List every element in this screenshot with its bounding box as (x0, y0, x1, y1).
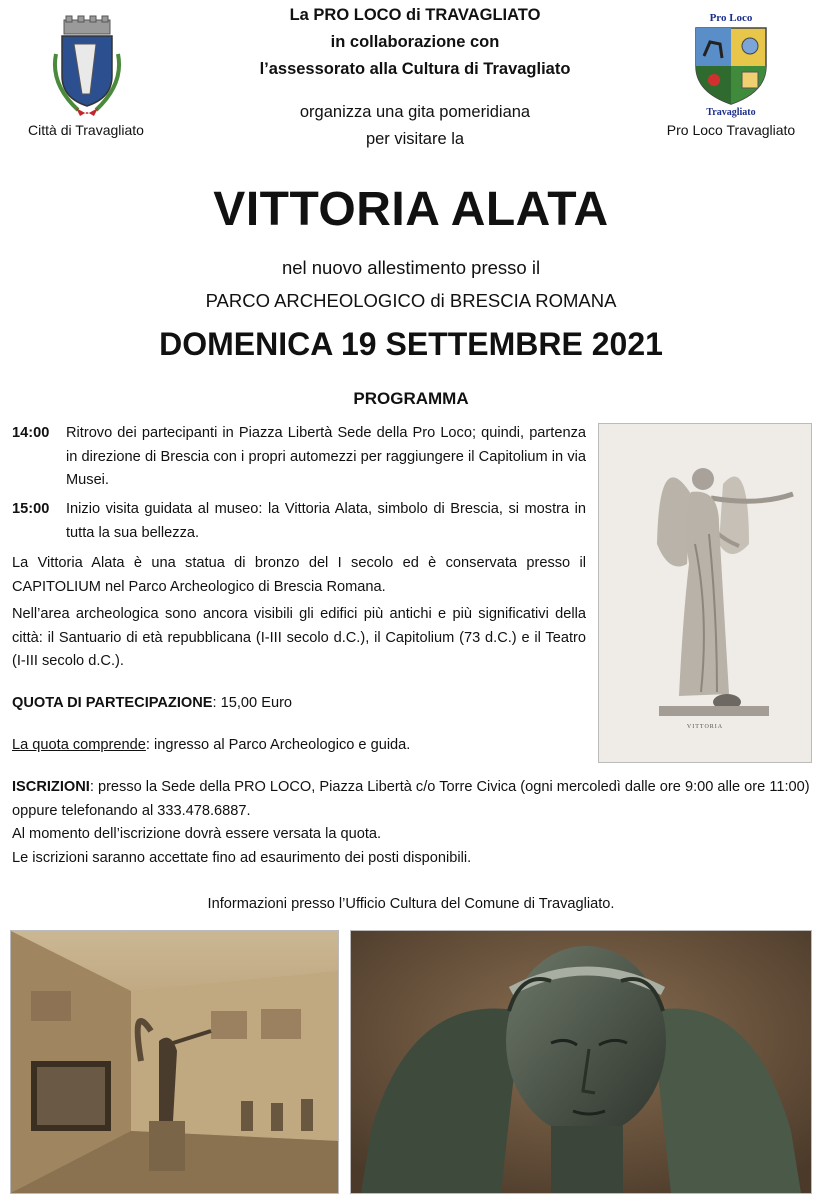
header-line-1: La PRO LOCO di TRAVAGLIATO (289, 6, 541, 24)
iscrizioni-line-2: oppure telefonando al 333.478.6887. (12, 802, 251, 819)
statue-engraving (598, 423, 812, 763)
programma-time: 15:00 (12, 501, 50, 517)
quota-value: : 15,00 Euro (212, 695, 293, 711)
engraving-caption: VITTORIA (686, 724, 724, 730)
iscrizioni-label: ISCRIZIONI (12, 779, 90, 795)
iscrizioni-block (12, 776, 812, 870)
programma-item (12, 422, 586, 493)
quota-comprende-label: La quota comprende (12, 737, 146, 753)
pro-loco-logo-subtitle: Travagliato (706, 107, 756, 118)
programma-text: Inizio visita guidata al museo: la Vittoria Alata, simbolo di Brescia, si mostra in tutta la sua bellezza. (66, 501, 586, 541)
iscrizioni-line-4: Le iscrizioni saranno accettate fino ad esaurimento dei posti disponibili. (12, 849, 472, 866)
quota-label: QUOTA DI PARTECIPAZIONE (12, 695, 213, 711)
citta-caption: Città di Travagliato (28, 122, 144, 138)
pro-loco-logo-title: Pro Loco (709, 12, 753, 24)
page-title: VITTORIA ALATA (213, 183, 609, 236)
bronze-head-photo (350, 930, 812, 1194)
header-line-5: per visitare la (365, 130, 465, 148)
event-date: DOMENICA 19 SETTEMBRE 2021 (159, 326, 663, 362)
quota-comprende-value: : ingresso al Parco Archeologico e guida. (145, 737, 411, 753)
programma-time: 14:00 (12, 425, 50, 441)
programma-item (12, 498, 586, 545)
programma-heading: PROGRAMMA (353, 389, 469, 408)
iscrizioni-line-3: Al momento dell’iscrizione dovrà essere versata la quota. (12, 826, 382, 842)
header-line-4: organizza una gita pomeridiana (299, 103, 531, 121)
area-description: Nell’area archeologica sono ancora visibili gli edifici più antichi e più significativi della città: il Santuario di età repubblicana (I-III secolo d.C.), il Capitolium (73 d.C.) e il Teatro (I-III secolo d.C.). (12, 606, 586, 669)
citta-travagliato-logo (48, 14, 126, 118)
iscrizioni-line-1: : presso la Sede della PRO LOCO, Piazza Libertà c/o Torre Civica (ogni mercoledì dalle ore 9:00 alle ore 11:00) (89, 779, 810, 795)
pro-loco-logo (692, 12, 770, 118)
pro-loco-caption: Pro Loco Travagliato (666, 122, 796, 138)
programma-text: Ritrovo dei partecipanti in Piazza Libertà Sede della Pro Loco; quindi, partenza in direzione di Brescia con i propri automezzi per raggiungere il Capitolium in via Musei. (66, 425, 586, 488)
museum-historic-photo (10, 930, 339, 1194)
statue-description: La Vittoria Alata è una statua di bronzo del I secolo ed è conservata presso il CAPITOLIUM nel Parco Archeologico di Brescia Romana. (12, 555, 586, 595)
subtitle-2: PARCO ARCHEOLOGICO di BRESCIA ROMANA (205, 290, 617, 311)
header-line-3: l’assessorato alla Cultura di Travagliato (259, 60, 571, 78)
subtitle-1: nel nuovo allestimento presso il (281, 257, 541, 278)
info-line: Informazioni presso l’Ufficio Cultura del Comune di Travagliato. (207, 896, 615, 912)
header-line-2: in collaborazione con (330, 33, 500, 51)
